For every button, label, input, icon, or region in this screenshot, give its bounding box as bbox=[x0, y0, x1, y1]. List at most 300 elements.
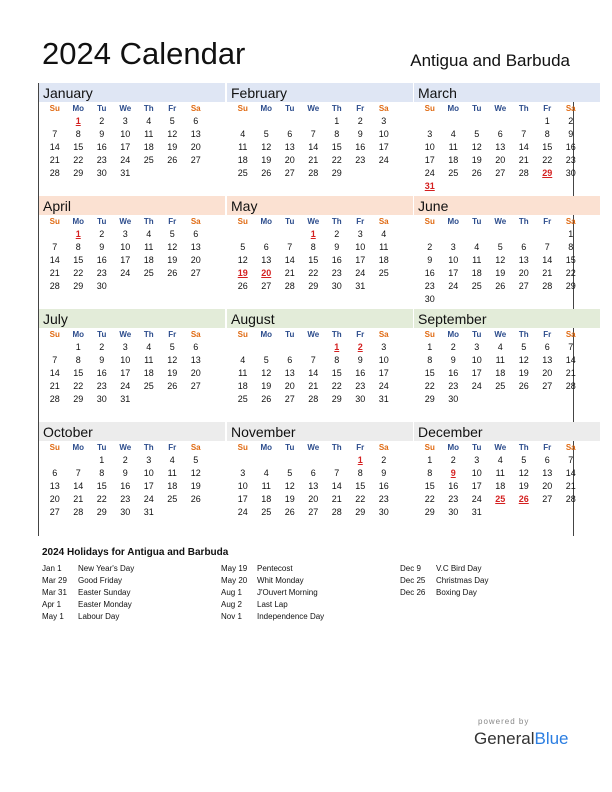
day-cell[interactable]: 25 bbox=[237, 168, 248, 178]
day-cell[interactable]: 10 bbox=[120, 355, 131, 365]
day-cell[interactable]: 16 bbox=[96, 142, 107, 152]
day-cell[interactable]: 11 bbox=[472, 255, 482, 265]
day-cell[interactable]: 23 bbox=[120, 494, 131, 504]
day-cell[interactable]: 15 bbox=[96, 481, 107, 491]
day-cell[interactable]: 21 bbox=[565, 481, 576, 491]
day-cell[interactable]: 16 bbox=[355, 368, 366, 378]
day-cell[interactable]: 17 bbox=[120, 142, 131, 152]
holiday-day-cell[interactable]: 9 bbox=[450, 468, 456, 478]
holiday-day-cell[interactable]: 25 bbox=[495, 494, 506, 504]
day-cell[interactable]: 20 bbox=[49, 494, 60, 504]
day-cell[interactable]: 10 bbox=[120, 242, 131, 252]
day-cell[interactable]: 20 bbox=[308, 494, 319, 504]
day-cell[interactable]: 14 bbox=[542, 255, 553, 265]
day-cell[interactable]: 13 bbox=[542, 355, 553, 365]
day-cell[interactable]: 6 bbox=[52, 468, 58, 478]
day-cell[interactable]: 18 bbox=[378, 255, 389, 265]
day-cell[interactable]: 13 bbox=[495, 142, 506, 152]
day-cell[interactable]: 28 bbox=[331, 507, 342, 517]
day-cell[interactable]: 12 bbox=[190, 468, 201, 478]
day-cell[interactable]: 15 bbox=[331, 142, 342, 152]
day-cell[interactable]: 16 bbox=[378, 481, 389, 491]
day-cell[interactable]: 3 bbox=[122, 116, 128, 126]
day-cell[interactable]: 2 bbox=[381, 455, 387, 465]
day-cell[interactable]: 29 bbox=[73, 394, 84, 404]
day-cell[interactable]: 14 bbox=[49, 368, 60, 378]
day-cell[interactable]: 1 bbox=[427, 342, 433, 352]
day-cell[interactable]: 17 bbox=[471, 481, 482, 491]
day-cell[interactable]: 11 bbox=[144, 242, 154, 252]
day-cell[interactable]: 18 bbox=[495, 368, 506, 378]
day-cell[interactable]: 18 bbox=[143, 142, 154, 152]
day-cell[interactable]: 5 bbox=[169, 229, 175, 239]
day-cell[interactable]: 9 bbox=[381, 468, 387, 478]
day-cell[interactable]: 18 bbox=[237, 381, 248, 391]
holiday-day-cell[interactable]: 1 bbox=[357, 455, 363, 465]
day-cell[interactable]: 12 bbox=[167, 355, 178, 365]
day-cell[interactable]: 21 bbox=[73, 494, 84, 504]
day-cell[interactable]: 16 bbox=[448, 481, 459, 491]
day-cell[interactable]: 31 bbox=[120, 394, 131, 404]
day-cell[interactable]: 8 bbox=[427, 355, 433, 365]
day-cell[interactable]: 20 bbox=[284, 155, 295, 165]
day-cell[interactable]: 27 bbox=[261, 281, 272, 291]
day-cell[interactable]: 31 bbox=[355, 281, 366, 291]
day-cell[interactable]: 10 bbox=[378, 129, 389, 139]
day-cell[interactable]: 13 bbox=[190, 242, 201, 252]
day-cell[interactable]: 7 bbox=[521, 129, 527, 139]
day-cell[interactable]: 3 bbox=[381, 116, 387, 126]
day-cell[interactable]: 6 bbox=[193, 342, 199, 352]
day-cell[interactable]: 23 bbox=[355, 155, 366, 165]
day-cell[interactable]: 27 bbox=[518, 281, 529, 291]
day-cell[interactable]: 22 bbox=[73, 155, 84, 165]
day-cell[interactable]: 19 bbox=[190, 481, 201, 491]
day-cell[interactable]: 5 bbox=[263, 355, 269, 365]
day-cell[interactable]: 7 bbox=[52, 355, 58, 365]
day-cell[interactable]: 30 bbox=[565, 168, 576, 178]
day-cell[interactable]: 2 bbox=[99, 229, 105, 239]
day-cell[interactable]: 29 bbox=[355, 507, 366, 517]
day-cell[interactable]: 2 bbox=[450, 455, 456, 465]
day-cell[interactable]: 13 bbox=[261, 255, 272, 265]
day-cell[interactable]: 12 bbox=[167, 129, 178, 139]
day-cell[interactable]: 26 bbox=[518, 381, 529, 391]
day-cell[interactable]: 2 bbox=[568, 116, 574, 126]
day-cell[interactable]: 28 bbox=[49, 394, 60, 404]
day-cell[interactable]: 5 bbox=[169, 116, 175, 126]
day-cell[interactable]: 14 bbox=[331, 481, 342, 491]
day-cell[interactable]: 5 bbox=[474, 129, 480, 139]
day-cell[interactable]: 15 bbox=[355, 481, 366, 491]
day-cell[interactable]: 21 bbox=[284, 268, 295, 278]
day-cell[interactable]: 13 bbox=[308, 481, 319, 491]
day-cell[interactable]: 15 bbox=[424, 481, 435, 491]
day-cell[interactable]: 19 bbox=[284, 494, 295, 504]
day-cell[interactable]: 8 bbox=[310, 242, 316, 252]
day-cell[interactable]: 19 bbox=[167, 142, 178, 152]
day-cell[interactable]: 26 bbox=[167, 155, 178, 165]
day-cell[interactable]: 9 bbox=[450, 355, 456, 365]
day-cell[interactable]: 1 bbox=[544, 116, 550, 126]
day-cell[interactable]: 17 bbox=[143, 481, 154, 491]
day-cell[interactable]: 6 bbox=[287, 129, 293, 139]
day-cell[interactable]: 12 bbox=[471, 142, 482, 152]
day-cell[interactable]: 26 bbox=[237, 281, 248, 291]
day-cell[interactable]: 7 bbox=[544, 242, 550, 252]
day-cell[interactable]: 4 bbox=[240, 355, 246, 365]
day-cell[interactable]: 21 bbox=[565, 368, 576, 378]
day-cell[interactable]: 29 bbox=[308, 281, 319, 291]
day-cell[interactable]: 11 bbox=[167, 468, 177, 478]
day-cell[interactable]: 9 bbox=[427, 255, 433, 265]
day-cell[interactable]: 2 bbox=[450, 342, 456, 352]
brand-logo[interactable] bbox=[474, 729, 569, 749]
day-cell[interactable]: 6 bbox=[193, 229, 199, 239]
day-cell[interactable]: 20 bbox=[518, 268, 529, 278]
day-cell[interactable]: 4 bbox=[381, 229, 387, 239]
day-cell[interactable]: 23 bbox=[96, 155, 107, 165]
day-cell[interactable]: 2 bbox=[357, 116, 363, 126]
day-cell[interactable]: 8 bbox=[75, 129, 81, 139]
day-cell[interactable]: 3 bbox=[240, 468, 246, 478]
day-cell[interactable]: 16 bbox=[96, 255, 107, 265]
day-cell[interactable]: 25 bbox=[167, 494, 178, 504]
holiday-day-cell[interactable]: 2 bbox=[357, 342, 363, 352]
day-cell[interactable]: 16 bbox=[448, 368, 459, 378]
day-cell[interactable]: 22 bbox=[331, 381, 342, 391]
day-cell[interactable]: 18 bbox=[495, 481, 506, 491]
day-cell[interactable]: 22 bbox=[424, 494, 435, 504]
day-cell[interactable]: 18 bbox=[471, 268, 482, 278]
day-cell[interactable]: 29 bbox=[424, 507, 435, 517]
day-cell[interactable]: 27 bbox=[284, 394, 295, 404]
day-cell[interactable]: 2 bbox=[99, 342, 105, 352]
day-cell[interactable]: 12 bbox=[518, 468, 529, 478]
day-cell[interactable]: 1 bbox=[75, 342, 81, 352]
day-cell[interactable]: 8 bbox=[544, 129, 550, 139]
day-cell[interactable]: 8 bbox=[75, 242, 81, 252]
day-cell[interactable]: 22 bbox=[96, 494, 107, 504]
day-cell[interactable]: 14 bbox=[284, 255, 295, 265]
day-cell[interactable]: 6 bbox=[310, 468, 316, 478]
day-cell[interactable]: 26 bbox=[284, 507, 295, 517]
day-cell[interactable]: 10 bbox=[237, 481, 248, 491]
day-cell[interactable]: 28 bbox=[565, 381, 576, 391]
day-cell[interactable]: 8 bbox=[568, 242, 574, 252]
day-cell[interactable]: 27 bbox=[190, 381, 201, 391]
day-cell[interactable]: 4 bbox=[474, 242, 480, 252]
day-cell[interactable]: 10 bbox=[424, 142, 435, 152]
day-cell[interactable]: 26 bbox=[167, 381, 178, 391]
day-cell[interactable]: 2 bbox=[122, 455, 128, 465]
day-cell[interactable]: 12 bbox=[518, 355, 529, 365]
day-cell[interactable]: 15 bbox=[565, 255, 576, 265]
day-cell[interactable]: 23 bbox=[355, 381, 366, 391]
day-cell[interactable]: 25 bbox=[143, 155, 154, 165]
day-cell[interactable]: 9 bbox=[334, 242, 340, 252]
day-cell[interactable]: 19 bbox=[495, 268, 506, 278]
day-cell[interactable]: 4 bbox=[450, 129, 456, 139]
day-cell[interactable]: 23 bbox=[96, 268, 107, 278]
day-cell[interactable]: 28 bbox=[542, 281, 553, 291]
day-cell[interactable]: 10 bbox=[378, 355, 389, 365]
day-cell[interactable]: 26 bbox=[471, 168, 482, 178]
day-cell[interactable]: 3 bbox=[122, 229, 128, 239]
day-cell[interactable]: 1 bbox=[427, 455, 433, 465]
day-cell[interactable]: 3 bbox=[122, 342, 128, 352]
day-cell[interactable]: 9 bbox=[357, 355, 363, 365]
day-cell[interactable]: 9 bbox=[357, 129, 363, 139]
day-cell[interactable]: 30 bbox=[120, 507, 131, 517]
day-cell[interactable]: 5 bbox=[497, 242, 503, 252]
day-cell[interactable]: 6 bbox=[287, 355, 293, 365]
day-cell[interactable]: 26 bbox=[495, 281, 506, 291]
day-cell[interactable]: 9 bbox=[99, 129, 105, 139]
day-cell[interactable]: 23 bbox=[448, 381, 459, 391]
day-cell[interactable]: 2 bbox=[99, 116, 105, 126]
day-cell[interactable]: 8 bbox=[75, 355, 81, 365]
day-cell[interactable]: 17 bbox=[120, 368, 131, 378]
day-cell[interactable]: 6 bbox=[521, 242, 527, 252]
day-cell[interactable]: 8 bbox=[427, 468, 433, 478]
day-cell[interactable]: 8 bbox=[99, 468, 105, 478]
day-cell[interactable]: 30 bbox=[331, 281, 342, 291]
day-cell[interactable]: 12 bbox=[284, 481, 295, 491]
day-cell[interactable]: 4 bbox=[169, 455, 175, 465]
day-cell[interactable]: 5 bbox=[521, 455, 527, 465]
day-cell[interactable]: 11 bbox=[144, 355, 154, 365]
day-cell[interactable]: 19 bbox=[518, 368, 529, 378]
day-cell[interactable]: 22 bbox=[331, 155, 342, 165]
day-cell[interactable]: 18 bbox=[261, 494, 272, 504]
day-cell[interactable]: 25 bbox=[448, 168, 459, 178]
day-cell[interactable]: 20 bbox=[190, 142, 201, 152]
day-cell[interactable]: 14 bbox=[565, 468, 576, 478]
day-cell[interactable]: 13 bbox=[190, 129, 201, 139]
day-cell[interactable]: 3 bbox=[427, 129, 433, 139]
day-cell[interactable]: 4 bbox=[497, 342, 503, 352]
holiday-day-cell[interactable]: 31 bbox=[424, 181, 435, 191]
day-cell[interactable]: 27 bbox=[308, 507, 319, 517]
day-cell[interactable]: 14 bbox=[49, 142, 60, 152]
day-cell[interactable]: 19 bbox=[261, 155, 272, 165]
day-cell[interactable]: 7 bbox=[52, 129, 58, 139]
day-cell[interactable]: 11 bbox=[261, 481, 271, 491]
day-cell[interactable]: 27 bbox=[495, 168, 506, 178]
day-cell[interactable]: 30 bbox=[424, 294, 435, 304]
day-cell[interactable]: 21 bbox=[542, 268, 553, 278]
day-cell[interactable]: 30 bbox=[448, 507, 459, 517]
day-cell[interactable]: 21 bbox=[331, 494, 342, 504]
day-cell[interactable]: 23 bbox=[96, 381, 107, 391]
day-cell[interactable]: 5 bbox=[521, 342, 527, 352]
day-cell[interactable]: 12 bbox=[237, 255, 248, 265]
day-cell[interactable]: 12 bbox=[495, 255, 506, 265]
day-cell[interactable]: 29 bbox=[565, 281, 576, 291]
holiday-day-cell[interactable]: 26 bbox=[518, 494, 529, 504]
day-cell[interactable]: 8 bbox=[334, 129, 340, 139]
day-cell[interactable]: 3 bbox=[474, 455, 480, 465]
day-cell[interactable]: 4 bbox=[263, 468, 269, 478]
day-cell[interactable]: 25 bbox=[143, 381, 154, 391]
day-cell[interactable]: 30 bbox=[96, 168, 107, 178]
day-cell[interactable]: 22 bbox=[424, 381, 435, 391]
day-cell[interactable]: 16 bbox=[355, 142, 366, 152]
day-cell[interactable]: 10 bbox=[471, 355, 482, 365]
day-cell[interactable]: 10 bbox=[143, 468, 154, 478]
day-cell[interactable]: 17 bbox=[448, 268, 459, 278]
day-cell[interactable]: 22 bbox=[73, 381, 84, 391]
day-cell[interactable]: 23 bbox=[565, 155, 576, 165]
day-cell[interactable]: 1 bbox=[568, 229, 574, 239]
day-cell[interactable]: 24 bbox=[424, 168, 435, 178]
day-cell[interactable]: 22 bbox=[73, 268, 84, 278]
day-cell[interactable]: 27 bbox=[190, 268, 201, 278]
day-cell[interactable]: 26 bbox=[261, 168, 272, 178]
day-cell[interactable]: 25 bbox=[378, 268, 389, 278]
day-cell[interactable]: 25 bbox=[471, 281, 482, 291]
day-cell[interactable]: 7 bbox=[334, 468, 340, 478]
day-cell[interactable]: 24 bbox=[471, 494, 482, 504]
day-cell[interactable]: 28 bbox=[565, 494, 576, 504]
day-cell[interactable]: 6 bbox=[263, 242, 269, 252]
day-cell[interactable]: 16 bbox=[96, 368, 107, 378]
day-cell[interactable]: 30 bbox=[96, 281, 107, 291]
day-cell[interactable]: 1 bbox=[99, 455, 105, 465]
day-cell[interactable]: 17 bbox=[120, 255, 131, 265]
day-cell[interactable]: 20 bbox=[542, 368, 553, 378]
day-cell[interactable]: 22 bbox=[542, 155, 553, 165]
day-cell[interactable]: 21 bbox=[518, 155, 529, 165]
day-cell[interactable]: 20 bbox=[190, 368, 201, 378]
day-cell[interactable]: 8 bbox=[334, 355, 340, 365]
day-cell[interactable]: 24 bbox=[237, 507, 248, 517]
day-cell[interactable]: 26 bbox=[167, 268, 178, 278]
day-cell[interactable]: 10 bbox=[448, 255, 459, 265]
day-cell[interactable]: 27 bbox=[542, 494, 553, 504]
day-cell[interactable]: 3 bbox=[146, 455, 152, 465]
day-cell[interactable]: 19 bbox=[167, 255, 178, 265]
holiday-day-cell[interactable]: 1 bbox=[75, 229, 81, 239]
day-cell[interactable]: 6 bbox=[497, 129, 503, 139]
day-cell[interactable]: 16 bbox=[565, 142, 576, 152]
day-cell[interactable]: 13 bbox=[542, 468, 553, 478]
day-cell[interactable]: 3 bbox=[357, 229, 363, 239]
day-cell[interactable]: 19 bbox=[261, 381, 272, 391]
day-cell[interactable]: 21 bbox=[49, 381, 60, 391]
day-cell[interactable]: 28 bbox=[308, 168, 319, 178]
holiday-day-cell[interactable]: 20 bbox=[261, 268, 272, 278]
day-cell[interactable]: 2 bbox=[427, 242, 433, 252]
day-cell[interactable]: 15 bbox=[73, 368, 84, 378]
day-cell[interactable]: 11 bbox=[495, 355, 505, 365]
day-cell[interactable]: 3 bbox=[474, 342, 480, 352]
holiday-day-cell[interactable]: 1 bbox=[75, 116, 81, 126]
day-cell[interactable]: 7 bbox=[75, 468, 81, 478]
day-cell[interactable]: 8 bbox=[357, 468, 363, 478]
day-cell[interactable]: 15 bbox=[424, 368, 435, 378]
day-cell[interactable]: 24 bbox=[448, 281, 459, 291]
day-cell[interactable]: 17 bbox=[378, 368, 389, 378]
day-cell[interactable]: 18 bbox=[448, 155, 459, 165]
day-cell[interactable]: 30 bbox=[378, 507, 389, 517]
day-cell[interactable]: 21 bbox=[308, 381, 319, 391]
day-cell[interactable]: 13 bbox=[49, 481, 60, 491]
day-cell[interactable]: 27 bbox=[542, 381, 553, 391]
day-cell[interactable]: 31 bbox=[143, 507, 154, 517]
day-cell[interactable]: 5 bbox=[263, 129, 269, 139]
day-cell[interactable]: 13 bbox=[284, 142, 295, 152]
day-cell[interactable]: 24 bbox=[378, 155, 389, 165]
day-cell[interactable]: 5 bbox=[193, 455, 199, 465]
day-cell[interactable]: 10 bbox=[471, 468, 482, 478]
day-cell[interactable]: 22 bbox=[565, 268, 576, 278]
day-cell[interactable]: 26 bbox=[261, 394, 272, 404]
day-cell[interactable]: 15 bbox=[331, 368, 342, 378]
day-cell[interactable]: 5 bbox=[240, 242, 246, 252]
day-cell[interactable]: 10 bbox=[120, 129, 131, 139]
day-cell[interactable]: 21 bbox=[49, 268, 60, 278]
day-cell[interactable]: 27 bbox=[49, 507, 60, 517]
day-cell[interactable]: 24 bbox=[120, 155, 131, 165]
day-cell[interactable]: 28 bbox=[49, 281, 60, 291]
day-cell[interactable]: 1 bbox=[334, 116, 340, 126]
day-cell[interactable]: 27 bbox=[284, 168, 295, 178]
day-cell[interactable]: 4 bbox=[146, 229, 152, 239]
day-cell[interactable]: 7 bbox=[52, 242, 58, 252]
day-cell[interactable]: 15 bbox=[73, 255, 84, 265]
day-cell[interactable]: 31 bbox=[378, 394, 389, 404]
day-cell[interactable]: 16 bbox=[424, 268, 435, 278]
day-cell[interactable]: 18 bbox=[143, 368, 154, 378]
day-cell[interactable]: 14 bbox=[73, 481, 84, 491]
day-cell[interactable]: 11 bbox=[379, 242, 389, 252]
day-cell[interactable]: 31 bbox=[120, 168, 131, 178]
day-cell[interactable]: 29 bbox=[96, 507, 107, 517]
day-cell[interactable]: 6 bbox=[544, 342, 550, 352]
day-cell[interactable]: 19 bbox=[167, 368, 178, 378]
day-cell[interactable]: 28 bbox=[73, 507, 84, 517]
day-cell[interactable]: 16 bbox=[120, 481, 131, 491]
day-cell[interactable]: 24 bbox=[143, 494, 154, 504]
day-cell[interactable]: 5 bbox=[287, 468, 293, 478]
day-cell[interactable]: 23 bbox=[424, 281, 435, 291]
day-cell[interactable]: 6 bbox=[193, 116, 199, 126]
holiday-day-cell[interactable]: 1 bbox=[310, 229, 316, 239]
day-cell[interactable]: 25 bbox=[495, 381, 506, 391]
day-cell[interactable]: 11 bbox=[144, 129, 154, 139]
day-cell[interactable]: 28 bbox=[49, 168, 60, 178]
day-cell[interactable]: 29 bbox=[331, 168, 342, 178]
day-cell[interactable]: 16 bbox=[331, 255, 342, 265]
day-cell[interactable]: 2 bbox=[334, 229, 340, 239]
day-cell[interactable]: 4 bbox=[497, 455, 503, 465]
day-cell[interactable]: 9 bbox=[122, 468, 128, 478]
day-cell[interactable]: 11 bbox=[448, 142, 458, 152]
day-cell[interactable]: 7 bbox=[287, 242, 293, 252]
day-cell[interactable]: 27 bbox=[190, 155, 201, 165]
day-cell[interactable]: 7 bbox=[568, 455, 574, 465]
day-cell[interactable]: 12 bbox=[261, 142, 272, 152]
holiday-day-cell[interactable]: 29 bbox=[542, 168, 553, 178]
day-cell[interactable]: 12 bbox=[261, 368, 272, 378]
day-cell[interactable]: 17 bbox=[237, 494, 248, 504]
day-cell[interactable]: 13 bbox=[284, 368, 295, 378]
day-cell[interactable]: 23 bbox=[331, 268, 342, 278]
day-cell[interactable]: 23 bbox=[378, 494, 389, 504]
day-cell[interactable]: 19 bbox=[471, 155, 482, 165]
